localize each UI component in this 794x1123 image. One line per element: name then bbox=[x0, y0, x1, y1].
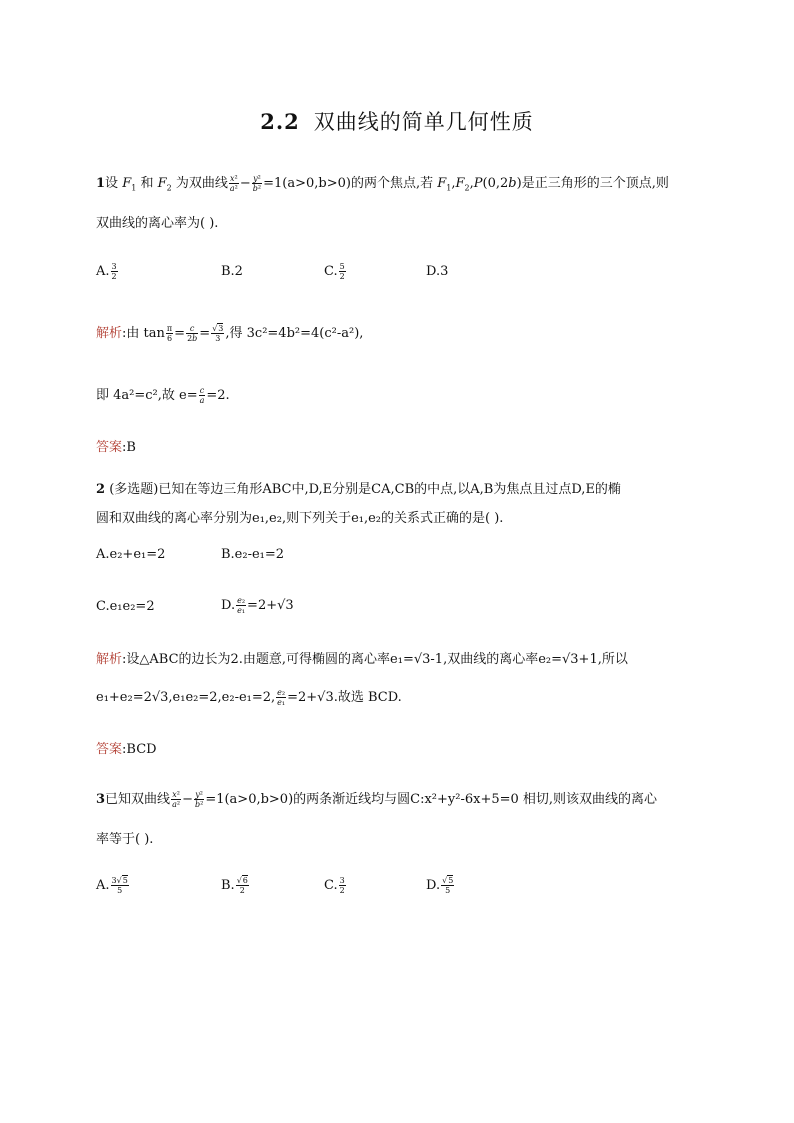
q3-option-d: D. $\frac{√5}{5}$ bbox=[426, 876, 454, 895]
q1-option-a: A. $\frac{3}{2}$ bbox=[96, 262, 117, 281]
section-number: 2.2 bbox=[260, 109, 300, 134]
q2-analysis-line2: e₁+e₂=2√3,e₁e₂=2,e₂-e₁=2, $\frac{\text{e₂}}{\text{e₁}}$ =2+√3.故选 BCD. bbox=[96, 688, 402, 707]
q1-option-d: D.3 bbox=[426, 264, 449, 279]
q1-text-d: 是正三角形的三个顶点,则 bbox=[521, 176, 669, 191]
q2-line2: 圆和双曲线的离心率分别为e₁,e₂,则下列关于e₁,e₂的关系式正确的是( ). bbox=[96, 511, 504, 526]
q1-number: 1 bbox=[96, 176, 106, 191]
q3-option-c: C. $\frac{3}{2}$ bbox=[324, 876, 345, 895]
q2-answer-label: 答案 bbox=[96, 742, 123, 757]
q1-analysis-line1: 解析:由 tan $\frac{\pi}{6}$ = $\frac{c}{2b}$ = $\frac{√3}{3}$ ,得 3c²=4b²=4(c²-a²), bbox=[96, 324, 364, 343]
q2-number: 2 bbox=[96, 482, 106, 497]
q2-answer: 答案:BCD bbox=[96, 742, 157, 757]
q3-option-a: A. $\frac{3√5}{5}$ bbox=[96, 876, 128, 895]
q3-line2: 率等于( ). bbox=[96, 832, 154, 847]
q3-number: 3 bbox=[96, 792, 106, 807]
q2-option-c: C.e₁e₂=2 bbox=[96, 599, 155, 614]
q1-analysis-label: 解析 bbox=[96, 326, 123, 341]
q1-line2: 双曲线的离心率为( ). bbox=[96, 216, 219, 231]
q1-answer: 答案:B bbox=[96, 440, 136, 455]
section-title: 双曲线的简单几何性质 bbox=[313, 110, 534, 134]
q2-analysis-label: 解析 bbox=[96, 652, 123, 667]
q2-option-a: A.e₂+e₁=2 bbox=[96, 547, 166, 562]
q1-text-c: =1(a>0,b>0)的两个焦点,若 bbox=[263, 176, 434, 191]
q1-line1: 1设 $F_1$ 和 $F_2$ 为双曲线 $\frac{\text{x²}}{\text{a²}}$ − $\frac{\text{y²}}{\text{b²}}$ =1(a>0,b>0)的两个焦点,若 $F_1,F_2,P(0,2b)$是正三角形的三个顶点,则 bbox=[96, 174, 669, 193]
page-title bbox=[0, 106, 794, 136]
q2-text: (多选题)已知在等边三角形ABC中,D,E分别是CA,CB的中点,以A,B为焦点且过点D,E的椭 bbox=[109, 482, 621, 497]
q1-option-c: C. $\frac{5}{2}$ bbox=[324, 262, 345, 281]
q2-analysis-line1: 解析:设△ABC的边长为2.由题意,可得椭圆的离心率e₁=√3-1,双曲线的离心率e₂=√3+1,所以 bbox=[96, 652, 628, 667]
q1-option-b: B.2 bbox=[221, 264, 243, 279]
q2-option-b: B.e₂-e₁=2 bbox=[221, 547, 285, 562]
q2-option-d: D. $\frac{\text{e₂}}{\text{e₁}}$ =2+√3 bbox=[221, 596, 294, 615]
q3-option-b: B. $\frac{√6}{2}$ bbox=[221, 876, 248, 895]
q1-text-b: 为双曲线 bbox=[175, 176, 228, 191]
q2-line1 bbox=[96, 478, 621, 497]
q3-line1: 3已知双曲线 $\frac{\text{x²}}{\text{a²}}$ − $\frac{\text{y²}}{\text{b²}}$ =1(a>0,b>0)的两条渐近线均与圆C:x²+y²-6x+5=0 相切,则该双曲线的离心 bbox=[96, 790, 658, 809]
q1-answer-label: 答案 bbox=[96, 440, 123, 455]
q1-analysis-line2: 即 4a²=c²,故 e= $\frac{c}{a}$ =2. bbox=[96, 386, 230, 405]
q1-text-a: 设 bbox=[105, 176, 119, 191]
